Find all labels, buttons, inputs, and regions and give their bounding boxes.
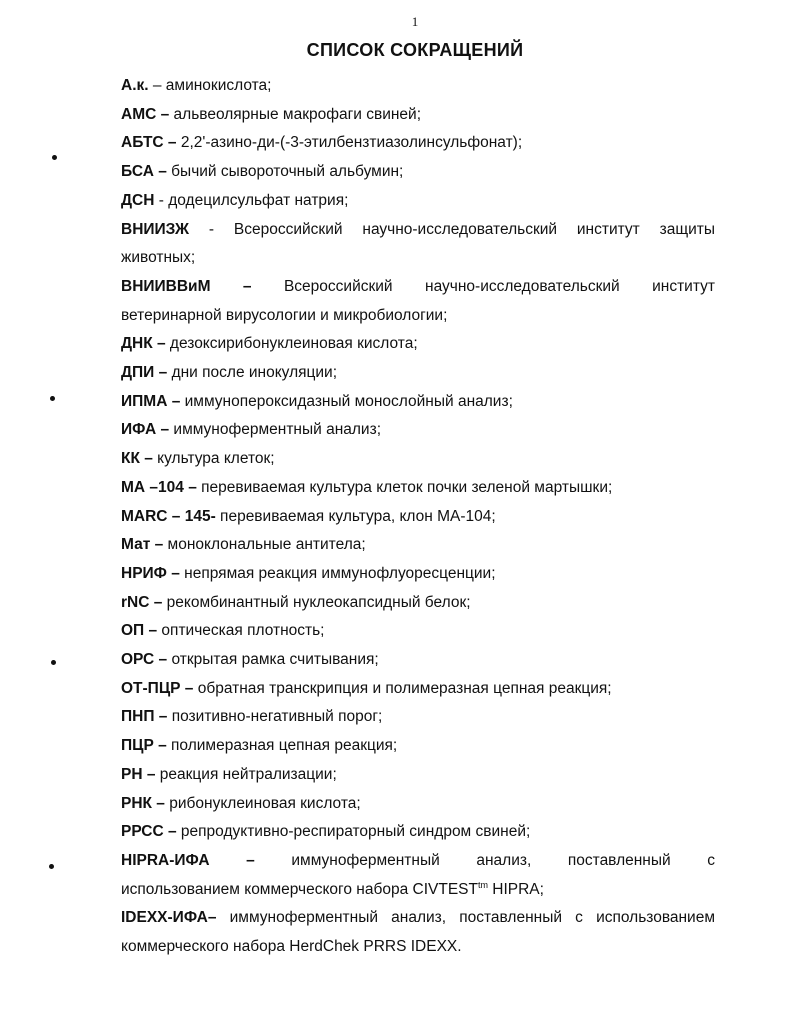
- list-item: [121, 72, 715, 101]
- list-item: [121, 732, 715, 761]
- list-item: [121, 703, 715, 732]
- list-item: [121, 158, 715, 187]
- definition: - Всероссийский научно-исследовательский институт защиты животных;: [121, 220, 715, 267]
- definition-word: с: [707, 851, 715, 869]
- definition: – аминокислота;: [148, 77, 272, 94]
- list-item: [121, 388, 715, 417]
- abbreviation: ПЦР –: [121, 737, 167, 755]
- margin-dot: [52, 155, 57, 160]
- list-item: [121, 216, 715, 273]
- abbreviation: ВНИИЗЖ: [121, 220, 190, 238]
- abbreviation: ВНИИВВиМ: [121, 277, 211, 295]
- abbreviation: А.к.: [121, 77, 149, 94]
- abbreviation: ДПИ –: [121, 364, 168, 382]
- abbreviation: rNC –: [121, 593, 163, 611]
- definition-second-line: [121, 876, 715, 905]
- definition: перевиваемая культура, клон МА-104;: [215, 507, 496, 525]
- list-item: [121, 416, 715, 445]
- list-item: [121, 359, 715, 388]
- abbreviation: АМС –: [121, 105, 170, 123]
- definition: открытая рамка считывания;: [167, 651, 379, 669]
- list-item: [121, 531, 715, 560]
- page-title: СПИСОК СОКРАЩЕНИЙ: [306, 40, 524, 60]
- definition: моноклональные антитела;: [163, 536, 366, 554]
- margin-dot: [50, 396, 55, 401]
- list-item: [121, 330, 715, 359]
- definition-word: –: [242, 277, 252, 295]
- list-item: [121, 503, 715, 532]
- abbreviation: Мат –: [121, 536, 164, 554]
- abbreviation: IDEXX-ИФА–: [121, 909, 217, 927]
- definition: перевиваемая культура клеток почки зеленой мартышки;: [196, 478, 613, 496]
- definition-first-line: [121, 273, 715, 302]
- definition: репродуктивно-респираторный синдром свиней;: [176, 823, 531, 841]
- list-item: [121, 761, 715, 790]
- abbreviation-list: [121, 72, 715, 962]
- definition-word: поставленный: [567, 851, 671, 869]
- definition-word: институт: [652, 277, 715, 295]
- abbreviation: АБТС –: [121, 134, 177, 152]
- definition-first-line: [121, 847, 715, 876]
- definition: оптическая плотность;: [157, 622, 325, 640]
- abbreviation: КК –: [121, 450, 153, 468]
- abbreviation: ДНК –: [121, 335, 166, 353]
- abbreviation: РН –: [121, 765, 156, 783]
- abbreviation: МА –104 –: [121, 478, 197, 496]
- page-number: 1: [411, 14, 419, 29]
- list-item: [121, 675, 715, 704]
- definition-word: Всероссийский: [283, 277, 393, 295]
- definition: дезоксирибонуклеиновая кислота;: [165, 335, 418, 353]
- abbreviation: ИФА –: [121, 421, 170, 439]
- list-item: [121, 617, 715, 646]
- list-item: [121, 187, 715, 216]
- list-item: [121, 904, 715, 961]
- abbreviation: ДСН: [121, 191, 155, 209]
- definition-word: научно-исследовательский: [425, 277, 620, 295]
- list-item: [121, 129, 715, 158]
- definition: иммуноферментный анализ, поставленный с использованием коммерческого набора HerdChek PRRS IDEXX.: [121, 909, 715, 956]
- list-item: [121, 818, 715, 847]
- abbreviation: БСА –: [121, 163, 167, 181]
- list-item: [121, 474, 715, 503]
- definition-second-line: ветеринарной вирусологии и микробиологии;: [121, 306, 448, 324]
- list-item: [121, 445, 715, 474]
- list-item: [121, 847, 715, 904]
- abbreviation: РРСС –: [121, 823, 177, 841]
- abbreviation: НРИФ –: [121, 564, 180, 582]
- definition: полимеразная цепная реакция;: [166, 737, 398, 755]
- abbreviation: РНК –: [121, 794, 165, 812]
- margin-dot: [49, 864, 54, 869]
- definition: 2,2'-азино-ди-(-3-этилбензтиазолинсульфонат);: [176, 134, 523, 152]
- definition: обратная транскрипция и полимеразная цепная реакция;: [193, 679, 612, 697]
- list-item: [121, 560, 715, 589]
- definition: реакция нейтрализации;: [155, 765, 337, 783]
- definition: альвеолярные макрофаги свиней;: [169, 105, 422, 123]
- abbreviation: ОТ-ПЦР –: [121, 679, 194, 697]
- abbreviation: MARC – 145-: [121, 507, 216, 525]
- definition: рибонуклеиновая кислота;: [164, 794, 361, 812]
- abbreviation: ИПМА –: [121, 392, 181, 410]
- list-item: [121, 273, 715, 330]
- list-item: [121, 101, 715, 130]
- definition-word: –: [246, 851, 255, 869]
- definition: - додецилсульфат натрия;: [154, 191, 349, 209]
- definition-word: анализ,: [476, 851, 532, 869]
- list-item: [121, 790, 715, 819]
- definition: культура клеток;: [152, 450, 275, 468]
- definition: иммуноферментный анализ;: [169, 421, 382, 439]
- definition: рекомбинантный нуклеокапсидный белок;: [162, 593, 471, 611]
- margin-dot: [51, 660, 56, 665]
- definition: дни после инокуляции;: [167, 364, 338, 382]
- definition-text: HIPRA;: [487, 880, 544, 898]
- definition: бычий сывороточный альбумин;: [166, 163, 404, 181]
- abbreviation: ПНП –: [121, 708, 168, 726]
- definition: непрямая реакция иммунофлуоресценции;: [179, 564, 496, 582]
- list-item: [121, 646, 715, 675]
- abbreviation: HIPRA-ИФА: [121, 851, 210, 869]
- definition-word: иммуноферментный: [291, 851, 440, 869]
- definition-text: использованием коммерческого набора CIVTEST: [121, 880, 478, 898]
- abbreviation: ОП –: [121, 622, 158, 640]
- definition: позитивно-негативный порог;: [167, 708, 383, 726]
- abbreviation: ОРС –: [121, 651, 168, 669]
- trademark-superscript: tm: [477, 879, 488, 890]
- list-item: [121, 589, 715, 618]
- definition: иммунопероксидазный монослойный анализ;: [180, 392, 513, 410]
